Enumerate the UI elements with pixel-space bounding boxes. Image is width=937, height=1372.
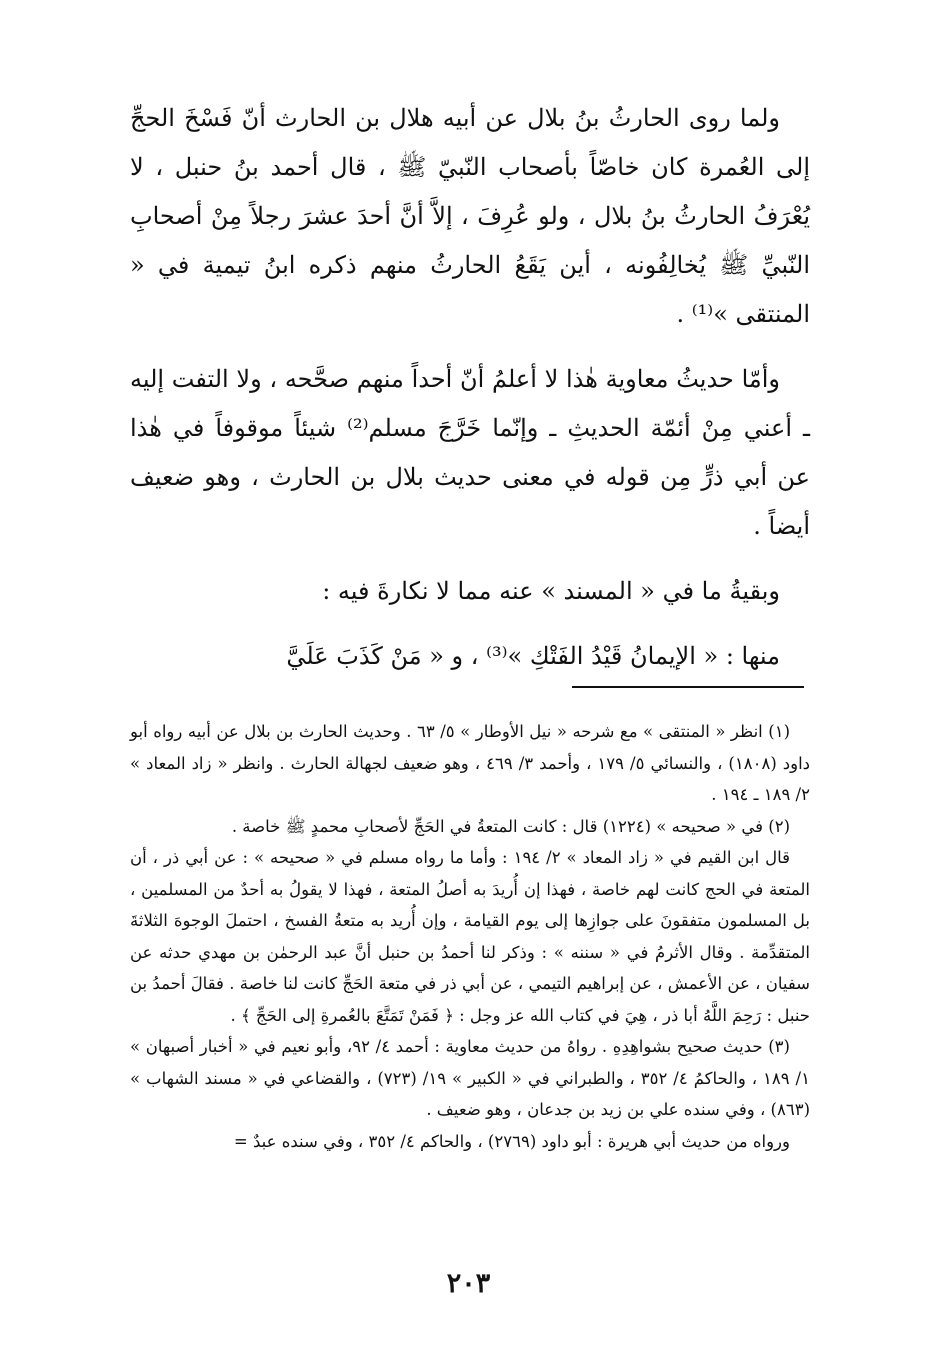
footnote-3: (٣) حديث صحيح بشواهِدِهِ . رواهُ من حديث معاوية : أحمد ٤/ ٩٢، وأبو نعيم في « أخبار أصبهان » ١/ ١٨٩ ، والحاكمُ ٤/ ٣٥٢ ، والطبراني في « الكبير » ١٩/ (٧٢٣) ، والقضاعي في « مسند الشهاب » (٨٦٣) ، وفي سنده علي بن زيد بن جدعان ، وهو ضعيف . bbox=[130, 1037, 810, 1119]
footnotes-section bbox=[130, 716, 810, 1157]
main-paragraph-3: وبقيةُ ما في « المسند » عنه مما لا نكارةَ فيه : bbox=[322, 577, 780, 605]
footnote-1: (١) انظر « المنتقى » مع شرحه « نيل الأوطار » ٥/ ٦٣ . وحديث الحارث بن بلال عن أبيه رواه أبو داود (١٨٠٨) ، والنسائي ٥/ ١٧٩ ، وأحمد ٣/ ٤٦٩ ، وهو ضعيف لجهالة الحارث . وانظر « زاد المعاد » ٢/ ١٨٩ ـ ١٩٤ . bbox=[130, 722, 810, 804]
footnote-3-continuation: ورواه من حديث أبي هريرة : أبو داود (٢٧٦٩) ، والحاكم ٤/ ٣٥٢ ، وفي سنده عبدٌ = bbox=[233, 1131, 790, 1151]
main-paragraph-4: منها : « الإيمانُ قَيْدُ الفَتْكِ »⁽³⁾ ، و « مَنْ كَذَبَ عَلَيَّ bbox=[286, 642, 780, 670]
page-number: ٢٠٣ bbox=[446, 1268, 491, 1299]
main-paragraph-1: ولما روى الحارثُ بنُ بلال عن أبيه هلال بن الحارث أنّ فَسْخَ الحجِّ إلى العُمرة كان خاصّاً بأصحاب النّبيّ ﷺ ، قال أحمد بنُ حنبل ، لا يُعْرَفُ الحارثُ بنُ بلال ، ولو عُرِفَ ، إلاَّ أنَّ أحدَ عشرَ رجلاً مِنْ أصحابِ النّبيِّ ﷺ يُخالِفُونه ، أين يَقَعُ الحارثُ منهم ذكره ابنُ تيمية في « المنتقى »⁽¹⁾ . bbox=[130, 104, 810, 328]
footnote-2: (٢) في « صحيحه » (١٢٢٤) قال : كانت المتعةُ في الحَجِّ لأصحابِ محمدٍ ﷺ خاصة . bbox=[231, 816, 790, 836]
footnote-2-continuation: قال ابن القيم في « زاد المعاد » ٢/ ١٩٤ : وأما ما رواه مسلم في « صحيحه » : عن أبي ذر ، أن المتعة في الحج كانت لهم خاصة ، فهذا إن أُريدَ به أصلُ المتعة ، فهذا لا يقولُ به أحدٌ من المسلمين ، بل المسلمون متفقونَ على جوازِها إلى يوم القيامة ، وإن أُريد به متعةُ الفسخ ، احتملَ الوجوهَ الثلاثةَ المتقدِّمة . وقال الأثرمُ في « سننه » : وذكر لنا أحمدُ بن حنبل أنَّ عبد الرحمٰن بن مهدي حدثه عن سفيان ، عن الأعمش ، عن إبراهيم التيمي ، عن أبي ذر في متعة الحَجِّ كانت لنا خاصة . فقالَ أحمدُ بن حنبل : رَحِمَ اللَّهُ أبا ذر ، هِيَ في كتاب الله عز وجل : ﴿ فَمَنْ تَمَتَّعَ بالعُمرةِ إلى الحَجِّ ﴾ . bbox=[130, 848, 810, 1025]
main-text-body bbox=[130, 94, 810, 681]
main-paragraph-2: وأمّا حديثُ معاوية هٰذا لا أعلمُ أنّ أحداً منهم صحَّحه ، ولا التفت إليه ـ أعني مِنْ أئمّة الحديثِ ـ وإنّما خَرَّجَ مسلم⁽²⁾ شيئاً موقوفاً في هٰذا عن أبي ذرٍّ مِن قوله في معنى حديث بلال بن الحارث ، وهو ضعيف أيضاً . bbox=[130, 365, 810, 540]
footnote-separator bbox=[572, 686, 804, 688]
